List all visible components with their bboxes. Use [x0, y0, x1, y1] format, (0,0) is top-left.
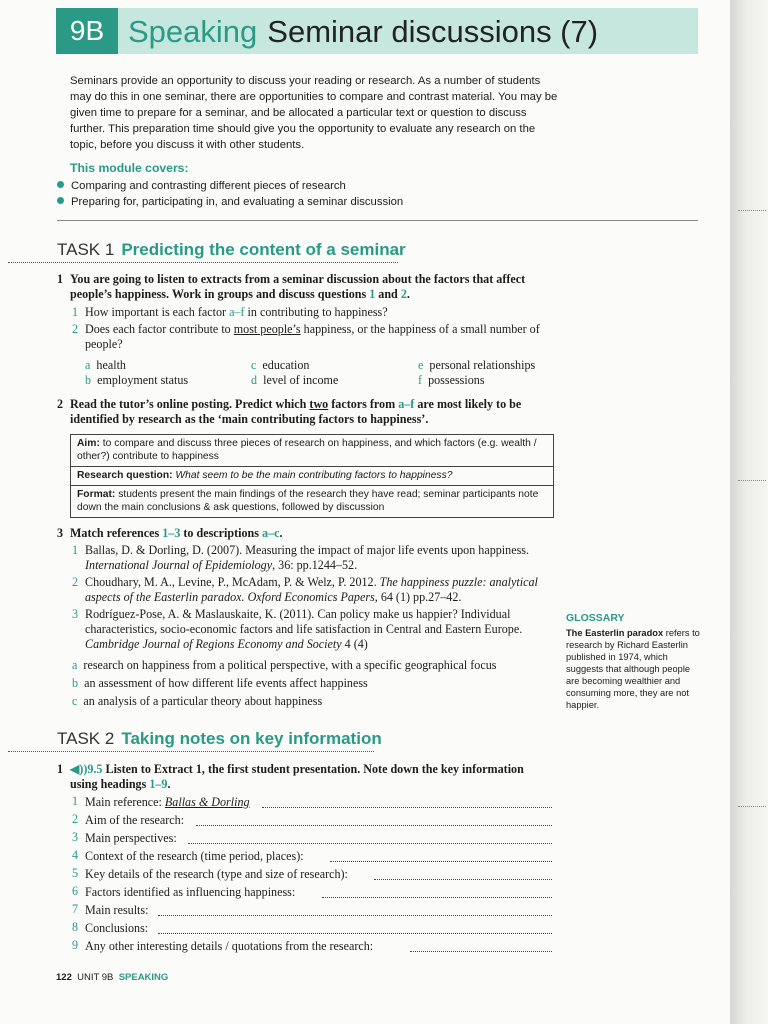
ref-number: 1 — [72, 543, 79, 557]
sub-number: 2 — [72, 322, 79, 336]
factor-item: f possessions — [418, 373, 485, 387]
note-heading: Any other interesting details / quotations from the research: — [85, 939, 374, 953]
note-heading: Conclusions: — [85, 921, 149, 935]
note-heading: Factors identified as influencing happiness: — [85, 885, 296, 899]
reference-item: Choudhary, M. A., Levine, P., McAdam, P. & Welz, P. 2012. The happiness puzzle: analytical aspects of the Easterlin paradox. Oxford Economics Papers, 64 (1) pp.27–42. — [85, 575, 538, 604]
answer-line[interactable] — [262, 807, 552, 808]
factor-item: d level of income — [251, 373, 339, 387]
task2-q1-number: 1 — [57, 762, 64, 776]
tutor-posting-box — [70, 434, 554, 518]
answer-line[interactable] — [188, 843, 552, 844]
answer-line[interactable] — [158, 933, 552, 934]
sub-question-2: Does each factor contribute to most people’s happiness, or the happiness of a small number of people? — [85, 322, 540, 351]
answer-line[interactable] — [374, 879, 552, 880]
bullet-dot-icon — [57, 181, 64, 188]
q1-instruction: You are going to listen to extracts from a seminar discussion about the factors that affect people’s happiness. Work in groups and discuss questions 1 and 2. — [70, 272, 526, 301]
page-footer — [56, 972, 168, 983]
answer-line[interactable] — [196, 825, 552, 826]
reference-item: Ballas, D. & Dorling, D. (2007). Measuring the impact of major life events upon happiness. International Journal of Epidemiology, 36: pp.1244–52. — [85, 543, 530, 572]
note-number: 5 — [72, 866, 79, 880]
gutter-dots — [738, 480, 766, 481]
gutter-dots — [738, 806, 766, 807]
note-heading: Context of the research (time period, places): — [85, 849, 304, 863]
q3-instruction: Match references 1–3 to descriptions a–c. — [70, 526, 283, 540]
q2-number: 2 — [57, 397, 64, 411]
note-number: 3 — [72, 830, 79, 844]
glossary-box — [566, 612, 706, 711]
title-text: Seminar discussions (7) — [267, 14, 599, 49]
task1-heading: TASK 1 Predicting the content of a seminar — [57, 240, 406, 259]
page-title — [128, 10, 598, 54]
book-gutter — [730, 0, 768, 1024]
answer-line[interactable] — [410, 951, 552, 952]
task2-heading: TASK 2 Taking notes on key information — [57, 729, 382, 748]
factor-item: b employment status — [85, 373, 189, 387]
glossary-text: The Easterlin paradox refers to research by Richard Easterlin published in 1974, which suggests that although people are becoming wealthier and consuming more, they are not happier. — [566, 628, 700, 710]
glossary-heading: GLOSSARY — [566, 612, 625, 624]
description-item: a research on happiness from a political perspective, with a specific geographical focus — [72, 658, 497, 672]
note-heading: Main perspectives: — [85, 831, 177, 845]
footer-unit: UNIT 9B — [77, 972, 114, 983]
description-item: c an analysis of a particular theory about happiness — [72, 694, 323, 708]
gutter-dots — [738, 210, 766, 211]
task1-underline — [8, 262, 398, 263]
ref-number: 3 — [72, 607, 79, 621]
note-number: 7 — [72, 902, 79, 916]
task2-q1-instruction: ◀))9.5 Listen to Extract 1, the first student presentation. Note down the key information using headings 1–9. — [70, 762, 524, 791]
module-bullet: Preparing for, participating in, and evaluating a seminar discussion — [57, 195, 403, 210]
note-heading: Key details of the research (type and size of research): — [85, 867, 348, 881]
aim-row: Aim: to compare and discuss three pieces of research on happiness, and which factors (e.g. wealth / other?) contribute to happiness — [71, 435, 553, 467]
answer-line[interactable] — [158, 915, 552, 916]
handwritten-answer: Ballas & Dorling — [164, 795, 250, 809]
task2-underline — [8, 751, 374, 752]
sub-number: 1 — [72, 305, 79, 319]
note-number: 8 — [72, 920, 79, 934]
bullet-dot-icon — [57, 197, 64, 204]
section-name: Speaking — [128, 14, 258, 49]
note-number: 4 — [72, 848, 79, 862]
ref-number: 2 — [72, 575, 79, 589]
description-item: b an assessment of how different life events affect happiness — [72, 676, 368, 690]
note-number: 2 — [72, 812, 79, 826]
q2-instruction: Read the tutor’s online posting. Predict which two factors from a–f are most likely to be identified by research as the ‘main contributing factors to happiness’. — [70, 397, 522, 426]
factor-item: c education — [251, 358, 310, 372]
module-bullet: Comparing and contrasting different pieces of research — [57, 179, 346, 194]
format-row: Format: students present the main findings of the research they have read; seminar participants note down the main conclusions & ask questions, followed by discussion — [77, 489, 539, 513]
reference-item: Rodríguez-Pose, A. & Maslauskaite, K. (2011). Can policy make us happier? Individual characteristics, socio-economic factors and life satisfaction in Central and Eastern Europe. Cambridge Journal of Regions Economy and Society 4 (4) — [85, 607, 523, 651]
note-heading: Aim of the research: — [85, 813, 185, 827]
note-number: 6 — [72, 884, 79, 898]
answer-line[interactable] — [322, 897, 552, 898]
unit-badge: 9B — [56, 8, 118, 54]
note-heading: Main results: — [85, 903, 149, 917]
factor-item: a health — [85, 358, 126, 372]
module-heading: This module covers: — [70, 161, 189, 175]
note-number: 9 — [72, 938, 79, 952]
factor-item: e personal relationships — [418, 358, 536, 372]
divider — [57, 220, 698, 221]
note-number: 1 — [72, 794, 79, 808]
note-heading: Main reference: Ballas & Dorling — [85, 795, 250, 809]
answer-line[interactable] — [330, 861, 552, 862]
research-question-row: Research question: What seem to be the main contributing factors to happiness? — [71, 467, 553, 486]
page-number: 122 — [56, 972, 72, 983]
q1-number: 1 — [57, 272, 64, 286]
audio-speaker-icon[interactable]: ◀)) — [70, 762, 88, 776]
q3-number: 3 — [57, 526, 64, 540]
sub-question-1: How important is each factor a–f in contributing to happiness? — [85, 305, 388, 319]
intro-paragraph: Seminars provide an opportunity to discuss your reading or research. As a number of students may do this in one seminar, there are opportunities to compare and contrast material. You may be given time to prepare for a seminar, and be allocated a particular text or question to discuss further. This preparation time should give you the opportunity to evaluate any research on the topic, before you discuss it with other students. — [70, 75, 558, 151]
footer-section: SPEAKING — [118, 972, 169, 983]
